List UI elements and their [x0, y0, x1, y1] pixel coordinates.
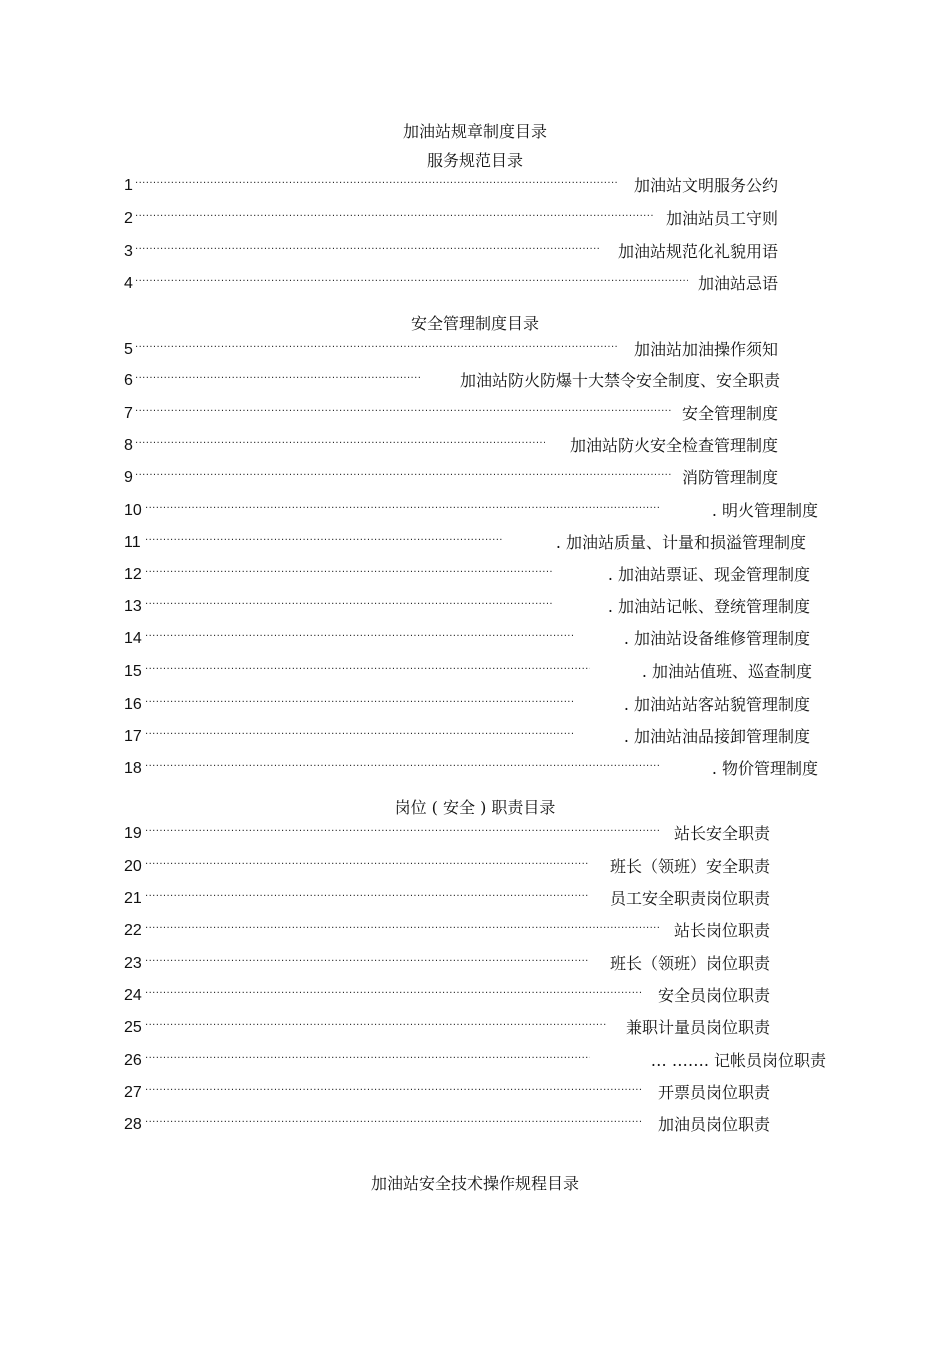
- toc-number: 21: [124, 890, 142, 907]
- toc-number: 24: [124, 987, 142, 1004]
- toc-leader-dots: [145, 856, 589, 876]
- toc-title: 班长（领班）安全职责: [609, 857, 770, 876]
- toc-number: 12: [124, 566, 142, 583]
- toc-entry: [124, 726, 810, 748]
- section-title-safety: 安全管理制度目录: [410, 314, 539, 333]
- toc-title: 安全管理制度: [681, 404, 778, 423]
- toc-entry: [124, 856, 770, 878]
- toc-title: . 加油站站客站貌管理制度: [623, 695, 810, 714]
- toc-entry: [124, 985, 770, 1007]
- toc-entry: [124, 403, 778, 425]
- toc-number: 10: [124, 502, 142, 519]
- toc-leader-dots: [145, 758, 661, 778]
- toc-number: 6: [124, 372, 133, 389]
- toc-leader-dots: [145, 1017, 607, 1037]
- toc-number: 18: [124, 760, 142, 777]
- toc-entry: [124, 888, 770, 910]
- toc-entry: [124, 208, 778, 230]
- toc-title: 加油站忌语: [697, 274, 778, 293]
- toc-number: 15: [124, 663, 142, 680]
- toc-entry: [124, 1050, 826, 1072]
- toc-number: 22: [124, 922, 142, 939]
- toc-number: 2: [124, 210, 133, 227]
- section-title-service: 服务规范目录: [426, 151, 523, 170]
- toc-number: 23: [124, 955, 142, 972]
- toc-number: 7: [124, 405, 133, 422]
- toc-entry: [124, 661, 812, 683]
- toc-number: 9: [124, 469, 133, 486]
- toc-leader-dots: [135, 241, 600, 261]
- toc-entry: [124, 1082, 770, 1104]
- toc-title: 加油站防火安全检查管理制度: [569, 436, 778, 455]
- toc-leader-dots: [145, 596, 554, 616]
- toc-title: 加油站加油操作须知: [633, 340, 778, 359]
- toc-entry: [124, 500, 818, 522]
- toc-entry: [124, 241, 778, 263]
- toc-entry: [124, 953, 770, 975]
- toc-title: . 明火管理制度: [711, 501, 818, 520]
- section-title-operation: 加油站安全技术操作规程目录: [370, 1174, 579, 1193]
- toc-leader-dots: [135, 403, 672, 423]
- toc-number: 16: [124, 696, 142, 713]
- toc-leader-dots: [135, 370, 420, 390]
- toc-title: 安全员岗位职责: [657, 986, 770, 1005]
- toc-leader-dots: [135, 273, 688, 293]
- toc-leader-dots: [135, 208, 653, 228]
- toc-entry: [124, 339, 778, 361]
- toc-title: . 加油站票证、现金管理制度: [607, 565, 810, 584]
- toc-entry: [124, 628, 810, 650]
- toc-leader-dots: [145, 532, 502, 552]
- toc-title: … ……. 记帐员岗位职责: [650, 1051, 826, 1070]
- toc-title: 加油站员工守则: [665, 209, 778, 228]
- toc-number: 17: [124, 728, 142, 745]
- toc-title: . 加油站质量、计量和损溢管理制度: [555, 533, 806, 552]
- toc-number: 20: [124, 858, 142, 875]
- toc-leader-dots: [145, 564, 554, 584]
- toc-entry: [124, 758, 818, 780]
- toc-title: 员工安全职责岗位职责: [609, 889, 770, 908]
- toc-title: . 加油站记帐、登统管理制度: [607, 597, 810, 616]
- toc-entry: [124, 175, 778, 197]
- toc-title: 加油站防火防爆十大禁令安全制度、安全职责: [459, 371, 780, 390]
- toc-title: 加油站规范化礼貌用语: [617, 242, 778, 261]
- toc-leader-dots: [145, 726, 573, 746]
- toc-title: . 物价管理制度: [711, 759, 818, 778]
- toc-title: 兼职计量员岗位职责: [625, 1018, 770, 1037]
- toc-entry: [124, 467, 778, 489]
- toc-title: 站长安全职责: [673, 824, 770, 843]
- section-title-duties: 岗位 ( 安全 ) 职责目录: [394, 798, 556, 817]
- toc-number: 1: [124, 177, 133, 194]
- toc-entry: [124, 920, 770, 942]
- toc-leader-dots: [145, 953, 589, 973]
- toc-title: 站长岗位职责: [673, 921, 770, 940]
- toc-title: . 加油站值班、巡查制度: [641, 662, 812, 681]
- toc-entry: [124, 596, 810, 618]
- toc-number: 4: [124, 275, 133, 292]
- toc-leader-dots: [135, 467, 671, 487]
- toc-number: 14: [124, 630, 142, 647]
- toc-entry: [124, 435, 778, 457]
- toc-leader-dots: [145, 694, 573, 714]
- toc-leader-dots: [145, 920, 660, 940]
- toc-title: 加油站文明服务公约: [633, 176, 778, 195]
- toc-leader-dots: [135, 175, 619, 195]
- toc-number: 8: [124, 437, 133, 454]
- toc-entry: [124, 370, 780, 392]
- toc-entry: [124, 273, 778, 295]
- toc-entry: [124, 694, 810, 716]
- toc-number: 28: [124, 1116, 142, 1133]
- toc-leader-dots: [145, 661, 590, 681]
- toc-number: 11: [124, 534, 141, 551]
- toc-entry: [124, 1017, 770, 1039]
- toc-leader-dots: [145, 888, 589, 908]
- toc-leader-dots: [145, 500, 661, 520]
- toc-leader-dots: [135, 339, 618, 359]
- toc-entry: [124, 823, 770, 845]
- toc-number: 3: [124, 243, 133, 260]
- toc-leader-dots: [145, 1082, 643, 1102]
- toc-number: 13: [124, 598, 142, 615]
- toc-title: . 加油站设备维修管理制度: [623, 629, 810, 648]
- toc-number: 25: [124, 1019, 142, 1036]
- toc-number: 27: [124, 1084, 142, 1101]
- toc-number: 19: [124, 825, 142, 842]
- toc-leader-dots: [145, 1050, 590, 1070]
- toc-title: . 加油站油品接卸管理制度: [623, 727, 810, 746]
- toc-leader-dots: [135, 435, 545, 455]
- toc-entry: [124, 532, 806, 554]
- main-title: 加油站规章制度目录: [402, 122, 547, 141]
- toc-leader-dots: [145, 628, 573, 648]
- toc-title: 消防管理制度: [681, 468, 778, 487]
- toc-title: 加油员岗位职责: [657, 1115, 770, 1134]
- toc-title: 开票员岗位职责: [657, 1083, 770, 1102]
- toc-leader-dots: [145, 1114, 643, 1134]
- toc-leader-dots: [145, 985, 643, 1005]
- toc-number: 5: [124, 341, 133, 358]
- toc-entry: [124, 564, 810, 586]
- toc-number: 26: [124, 1052, 142, 1069]
- toc-title: 班长（领班）岗位职责: [609, 954, 770, 973]
- toc-leader-dots: [145, 823, 660, 843]
- toc-entry: [124, 1114, 770, 1136]
